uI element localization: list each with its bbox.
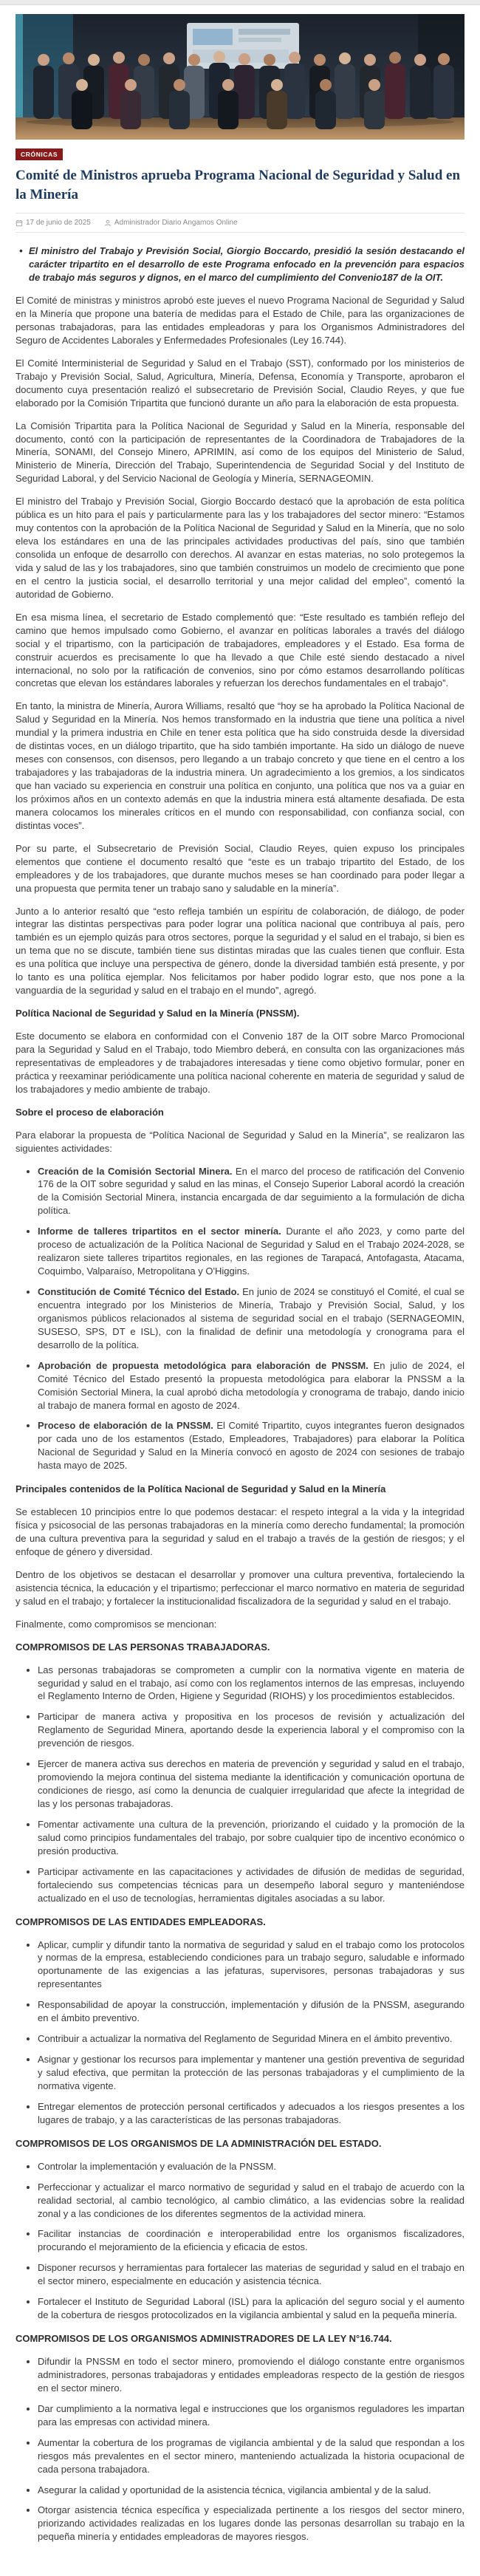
top-divider bbox=[0, 0, 480, 5]
article-list-item: • Facilitar instancias de coordinación e interoperabilidad entre los organismos fiscalizadores, procurando el mejoramiento de la eficiencia y eficacia de estos. bbox=[38, 2227, 464, 2254]
article-subheading: COMPROMISOS DE LAS ENTIDADES EMPLEADORAS. bbox=[16, 1916, 266, 1927]
calendar-icon bbox=[16, 219, 23, 227]
article-list-item: • Proceso de elaboración de la PNSSM. El Comité Tripartito, cuyos integrantes fueron designados por cada uno de los estamentos (Estado, Empleadores, Trabajadores) para elaborar la Política Nacional de Seguridad y Salud en la Minería convocó en agosto de 2024 con sesiones de trabajo hasta mayo de 2025. bbox=[38, 1419, 464, 1472]
category-badge[interactable]: CRÓNICAS bbox=[16, 148, 63, 160]
article-list-item: • Asegurar la calidad y oportunidad de la asistencia técnica, vigilancia ambiental y de la salud. bbox=[38, 2484, 464, 2497]
article-list bbox=[16, 2355, 464, 2543]
article-subheading: Política Nacional de Seguridad y Salud en la Minería (PNSSM). bbox=[16, 1008, 300, 1019]
article-list-item: • Participar de manera activa y propositiva en los procesos de revisión y actualización del Reglamento de Seguridad Minera, aportando desde la experiencia laboral y el compromiso con la prevención de riesgos. bbox=[38, 1710, 464, 1750]
article-lead: • El ministro del Trabajo y Previsión Social, Giorgio Boccardo, presidió la sesión destacando el carácter tripartito en el desarrollo de este Programa enfocado en la prevención para espacios de trabajo más seguros y dignos, en el marco del cumplimiento del Convenio187 de la OIT. bbox=[16, 245, 464, 284]
article-list bbox=[16, 2160, 464, 2322]
article-author[interactable] bbox=[104, 219, 238, 227]
article-paragraph: Dentro de los objetivos se destacan el desarrollar y promover una cultura preventiva, fortaleciendo la asistencia técnica, la educación y el tripartismo; perfeccionar el marco normativo en materia de seguridad y salud en el trabajo; y fortalecer la institucionalidad fiscalizadora de la seguridad y salud en el trabajo. bbox=[16, 1568, 464, 1607]
article-subheading: COMPROMISOS DE LAS PERSONAS TRABAJADORAS. bbox=[16, 1641, 270, 1653]
article-date bbox=[16, 219, 91, 227]
article-paragraph: La Comisión Tripartita para la Política Nacional de Seguridad y Salud en la Minería, responsable del documento, contó con la participación de representantes de la Coordinadora de Trabajadores de la Minería, SONAMI, del Consejo Minero, APRIMIN, así como de los equipos del Ministerio de Salud, Ministerio de Minería, Dirección del Trabajo, Superintendencia de Seguridad Social y del Instituto de Seguridad Laboral, y del Servicio Nacional de Geología y Minería, SERNAGEOMIN. bbox=[16, 420, 464, 485]
article-paragraph: Se establecen 10 principios entre lo que podemos destacar: el respeto integral a la vida y la integridad física y psicosocial de las personas trabajadoras en la minería como derecho fundamental; la promoción de una cultura preventiva para la seguridad y salud en el trabajo a través de la gestión de riesgos; y el enfoque de género y diversidad. bbox=[16, 1506, 464, 1557]
article-list-item: • Aprobación de propuesta metodológica para elaboración de PNSSM. En julio de 2024, el Comité Técnico del Estado presentó la propuesta metodológica para elaborar la PNSSM a la Comisión Sectorial Minera, la cual aprobó dicha metodología y cronograma de trabajo, dando inicio al trabajo de manera formal en agosto de 2024. bbox=[38, 1359, 464, 1412]
article-subheading: COMPROMISOS DE LOS ORGANISMOS ADMINISTRADORES DE LA LEY N°16.744. bbox=[16, 2333, 392, 2345]
article-list-item: • Creación de la Comisión Sectorial Minera. En el marco del proceso de ratificación del Convenio 176 de la OIT sobre seguridad y salud en las minas, el Consejo Superior Laboral acordó la creación de la Comisión Sectorial Minera, instancia encargada de dar seguimiento a la formulación de dicha política. bbox=[38, 1165, 464, 1218]
article-content bbox=[0, 14, 480, 2576]
article-list-item: • Fortalecer el Instituto de Seguridad Laboral (ISL) para la aplicación del seguro social y el aumento de la cobertura de riesgos protocolizados en la vigilancia ambiental y salud en la pequeña minería. bbox=[38, 2295, 464, 2322]
article-list-item: • Participar activamente en las capacitaciones y actividades de difusión de medidas de seguridad, fortaleciendo sus competencias técnicas para un desempeño laboral seguro y manteniéndose actualizado en el uso de tecnologías, herramientas digitales asociadas a su labor. bbox=[38, 1865, 464, 1905]
article-meta bbox=[16, 213, 464, 233]
article-paragraph: En esa misma línea, el secretario de Estado complementó que: “Este resultado es también reflejo del camino que hemos impulsado como Gobierno, el avanzar en políticas laborales a través del diálogo social y el tripartismo, con la participación de trabajadores, empleadores y el Estado. Esa forma de construir acuerdos es precisamente lo que ha llevado a que Chile esté siendo destacado a nivel internacional, no solo por la ratificación de convenios, sino por cómo estamos desarrollando políticas concretas que elevan los estándares laborales y refuerzan los derechos fundamentales en el trabajo”. bbox=[16, 611, 464, 689]
article-subheading: COMPROMISOS DE LOS ORGANISMOS DE LA ADMINISTRACIÓN DEL ESTADO. bbox=[16, 2137, 382, 2149]
article-list-item: • Asignar y gestionar los recursos para implementar y mantener una gestión preventiva de seguridad y salud efectiva, que permitan la protección de las personas trabajadoras y el cumplimiento de la normativa vigente. bbox=[38, 2053, 464, 2093]
article-list-item: • Fomentar activamente una cultura de la prevención, priorizando el cuidado y la promoción de la salud como principios fundamentales del trabajo, por sobre cualquier tipo de incentivo económico o presión productiva. bbox=[38, 1818, 464, 1858]
article-list-item: • Informe de talleres tripartitos en el sector minería. Durante el año 2023, y como parte del proceso de actualización de la Política Nacional de Seguridad y Salud en el Trabajo 2024-2028, se realizaron siete talleres tripartitos regionales, en las regiones de Tarapacá, Antofagasta, Atacama, Coquimbo, Valparaíso, Metropolitana y O'Higgins. bbox=[38, 1225, 464, 1278]
article-paragraph: Finalmente, como compromisos se mencionan: bbox=[16, 1618, 217, 1630]
article-title: Comité de Ministros aprueba Programa Nacional de Seguridad y Salud en la Minería bbox=[16, 168, 461, 202]
article-list-item: • Dar cumplimiento a la normativa legal e instrucciones que los organismos reguladores les impartan para las empresas con actividad minera. bbox=[38, 2402, 464, 2429]
article-paragraph: Por su parte, el Subsecretario de Previsión Social, Claudio Reyes, quien expuso los principales elementos que contiene el documento resaltó que “este es un trabajo tripartito del Estado, de los empleadores y de los trabajadores, que durante muchos meses se han coordinado para poder llegar a una propuesta que permita tener un trabajo sano y saludable en la minería”. bbox=[16, 842, 464, 894]
article-author-text: Administrador Diario Angamos Online bbox=[114, 219, 238, 228]
article-list-item: • Difundir la PNSSM en todo el sector minero, promoviendo el diálogo constante entre organismos administradores, personas trabajadoras y entidades empleadoras respecto de la gestión de riesgos en el sector minero. bbox=[38, 2355, 464, 2395]
article-list-item: • Disponer recursos y herramientas para fortalecer las materias de seguridad y salud en el trabajo en el sector minero, especialmente en educación y asistencia técnica. bbox=[38, 2261, 464, 2288]
article-list-item: • Las personas trabajadoras se comprometen a cumplir con la normativa vigente en materia de seguridad y salud en el trabajo, así como con los reglamentos internos de las empresas, incluyendo el Reglamento Interno de Orden, Higiene y Seguridad (RIOHS) y los procedimientos establecidos. bbox=[38, 1664, 464, 1704]
article-list-item: • Ejercer de manera activa sus derechos en materia de prevención y seguridad y salud en el trabajo, promoviendo la mejora continua del sistema mediante la identificación y comunicación oportuna de condiciones de riesgo, así como la denuncia de cualquier irregularidad que afecte la integridad de las y los personas trabajadoras. bbox=[38, 1757, 464, 1811]
user-icon bbox=[104, 219, 112, 227]
article-list-item: • Controlar la implementación y evaluación de la PNSSM. bbox=[38, 2160, 464, 2173]
article-subheading: Sobre el proceso de elaboración bbox=[16, 1106, 164, 1118]
article-paragraph: Para elaborar la propuesta de “Política Nacional de Seguridad y Salud en la Minería”, se realizaron las siguientes actividades: bbox=[16, 1129, 464, 1154]
article-list bbox=[16, 1165, 464, 1473]
article-date-text: 17 de junio de 2025 bbox=[26, 219, 91, 228]
article-paragraph: El Comité Interministerial de Seguridad y Salud en el Trabajo (SST), conformado por los ministerios de Trabajo y Previsión Social, Salud, Agricultura, Minería, Defensa, Economía y Transporte, aprobaron el documento cuya presentación realizó el subsecretario de Previsión Social, Claudio Reyes, y que fue elaborado por la Comisión Tripartita que funcionó durante un año para la elaboración de esta propuesta. bbox=[16, 357, 464, 409]
article-list-item: • Entregar elementos de protección personal certificados y adecuados a los riesgos presentes a los lugares de trabajo, y a las características de las personas trabajadoras. bbox=[38, 2100, 464, 2127]
article-list-item: • Aumentar la cobertura de los programas de vigilancia ambiental y de la salud que respondan a los riesgos más prevalentes en el sector minero, manteniendo actualizada la historia ocupacional de cada persona trabajadora. bbox=[38, 2436, 464, 2476]
article-list-item: • Otorgar asistencia técnica específica y especializada pertinente a los riesgos del sector minero, priorizando actividades realizadas en los lugares donde las personas desarrollan su trabajo en la pequeña minería y entidades empleadoras de mayores riesgos. bbox=[38, 2504, 464, 2543]
group-photo-illustration bbox=[16, 14, 464, 140]
article-list-item: • Responsabilidad de apoyar la construcción, implementación y difusión de la PNSSM, asegurando en el ámbito preventivo. bbox=[38, 1998, 464, 2025]
article-list-item: • Contribuir a actualizar la normativa del Reglamento de Seguridad Minera en el ámbito preventivo. bbox=[38, 2032, 464, 2046]
article-list-item: • Perfeccionar y actualizar el marco normativo de seguridad y salud en el trabajo de acuerdo con la realidad sectorial, al cambio tecnológico, al cambio climático, a las evidencias sobre la realidad zonal y a las condiciones de los diferentes segmentos de la actividad minera. bbox=[38, 2181, 464, 2221]
article-paragraph: El ministro del Trabajo y Previsión Social, Giorgio Boccardo destacó que la aprobación de esta política pública es un hito para el país y particularmente para las y los trabajadores del sector minero: “Estamos muy contentos con la aprobación de la Política Nacional de Seguridad y Salud en la Minería, que no solo eleva los estándares en una de las principales actividades productivas del país, sino que también consolida un enfoque de desarrollo con derechos. Al avanzar en estas materias, no solo protegemos la vida y salud de las y los trabajadores, sino que también construimos un modelo de crecimiento que pone en el centro la justicia social, el desarrollo territorial y una mejor calidad del empleo”, comentó la autoridad de Gobierno. bbox=[16, 496, 464, 600]
article-list bbox=[16, 1938, 464, 2127]
article-paragraph: Este documento se elabora en conformidad con el Convenio 187 de la OIT sobre Marco Promocional para la Seguridad y Salud en el Trabajo, todo Miembro deberá, en consulta con las organizaciones más representativas de empleadores y de trabajadores interesadas y tiene como objetivo formular, poner en práctica y reexaminar periódicamente una política nacional coherente en materia de seguridad y salud de los trabajadores y medio ambiente de trabajo. bbox=[16, 1031, 464, 1095]
article-list-item: • Aplicar, cumplir y difundir tanto la normativa de seguridad y salud en el trabajo como los protocolos y normas de la empresa, estableciendo condiciones para un trabajo seguro, saludable e informado oportunamente de las exigencias a las jefaturas, supervisores, personas trabajadoras y sus representantes bbox=[38, 1938, 464, 1992]
article-paragraph: Junto a lo anterior resaltó que “esto refleja también un espíritu de colaboración, de diálogo, de poder integrar las distintas perspectivas para poder lograr una política nacional que contribuya al país, pero también es un ejemplo quizás para otros sectores, porque la seguridad y el salud en el trabajo, si bien es un tema que no se discute, también tiene sus distintas miradas que las cuales tienen que confluir. Esta es una política que incluye una perspectiva de género, donde la diversidad también está presente, y por lo tanto es una política ejemplar. Nos felicitamos por haber podido lograr esto, que nos pone a la vanguardia de la seguridad y salud en el trabajo en el mundo”, agregó. bbox=[16, 905, 464, 997]
article-body bbox=[16, 245, 464, 2543]
article-subheading: Principales contenidos de la Política Nacional de Seguridad y Salud en la Minería bbox=[16, 1483, 386, 1495]
article-list-item: • Constitución de Comité Técnico del Estado. En junio de 2024 se constituyó el Comité, el cual se encuentra integrado por los Ministerios de Minería, Trabajo y Previsión Social, Salud, y los organismos públicos relacionados al sistema de seguridad social en el trabajo (SERNAGEOMIN, SUSESO, SPS, DT e ISL), con la finalidad de definir una metodología y cronograma para el desarrollo de la política. bbox=[38, 1285, 464, 1352]
article-paragraph: El Comité de ministras y ministros aprobó este jueves el nuevo Programa Nacional de Seguridad y Salud en la Minería que propone una batería de medidas para el Estado de Chile, para las organizaciones de personas trabajadoras, para las entidades empleadoras y para los Organismos Administradores del Seguro de Accidentes Laborales y Enfermedades Profesionales (Ley 16.744). bbox=[16, 295, 464, 346]
article-list bbox=[16, 1664, 464, 1905]
article-paragraph: En tanto, la ministra de Minería, Aurora Williams, resaltó que “hoy se ha aprobado la Política Nacional de Salud y Seguridad en la Minería. Nos hemos transformado en la industria que tiene una política a nivel mundial y la primera industria en Chile en tener esta política que ha sido construida desde la diversidad de distintas voces, en un diálogo tripartito, que ha sido también importante. Ha sido un diálogo de nueve meses con consensos, con disensos, pero llegando a un trabajo concreto y que tiene en el centro a los trabajadores y las trabajadoras de la industria minera. Un agradecimiento a los gremios, a los sindicatos que han vaciado su experiencia en construir una política en conjunto, una política que nos va a guiar en los próximos años en un contexto además en que la industria minera está altamente desafiada. De esta manera colocamos los minerales críticos en el mundo con responsabilidad, con confianza social, con distintas voces”. bbox=[16, 700, 464, 831]
featured-image bbox=[16, 14, 464, 140]
